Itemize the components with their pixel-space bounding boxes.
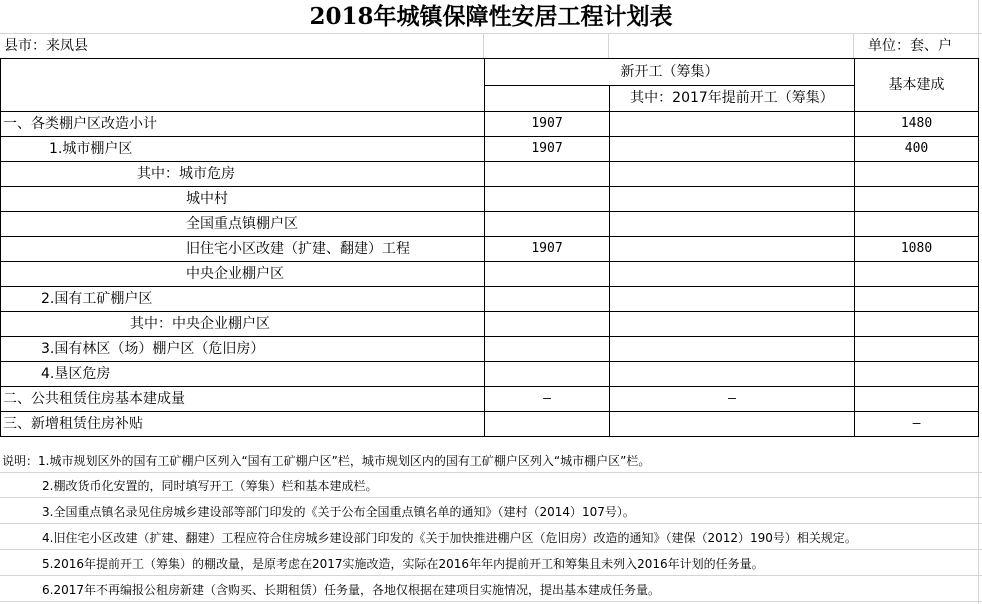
table-row bbox=[1, 312, 979, 337]
cell-advance bbox=[610, 162, 855, 187]
table-row bbox=[1, 237, 979, 262]
cell-new-start bbox=[485, 362, 610, 387]
subheader-blank-cell bbox=[485, 85, 610, 112]
cell-new-start bbox=[485, 262, 610, 287]
table-row bbox=[1, 187, 979, 212]
table-header-row bbox=[1, 59, 979, 86]
row-label: 3.国有林区（场）棚户区（危旧房） bbox=[1, 337, 485, 362]
table-row bbox=[1, 387, 979, 412]
cell-basic bbox=[855, 312, 979, 337]
page-title: 2018年城镇保障性安居工程计划表 bbox=[309, 3, 673, 30]
cell-advance bbox=[610, 337, 855, 362]
cell-new-start bbox=[485, 312, 610, 337]
header-blank-cell bbox=[1, 59, 485, 112]
cell-advance bbox=[610, 187, 855, 212]
row-label: 中央企业棚户区 bbox=[1, 262, 485, 287]
col-header-new-start: 新开工（筹集） bbox=[485, 59, 855, 86]
cell-basic bbox=[855, 362, 979, 387]
cell-advance bbox=[610, 137, 855, 162]
cell-basic bbox=[855, 262, 979, 287]
cell-basic bbox=[855, 187, 979, 212]
table-row bbox=[1, 262, 979, 287]
note-item: 6.2017年不再编报公租房新建（含购买、长期租赁）任务量，各地仅根据在建项目实施情况，提出基本建成任务量。 bbox=[42, 583, 660, 597]
cell-basic: 400 bbox=[855, 137, 979, 162]
table-row bbox=[1, 112, 979, 137]
table-row bbox=[1, 287, 979, 312]
cell-basic bbox=[855, 337, 979, 362]
cell-new-start bbox=[485, 287, 610, 312]
gridline bbox=[853, 34, 854, 58]
cell-advance bbox=[610, 312, 855, 337]
row-label: 其中：城市危房 bbox=[1, 162, 485, 187]
row-label: 全国重点镇棚户区 bbox=[1, 212, 485, 237]
cell-new-start bbox=[485, 412, 610, 437]
cell-basic bbox=[855, 212, 979, 237]
cell-new-start: 1907 bbox=[485, 237, 610, 262]
table-row bbox=[1, 337, 979, 362]
county-label: 县市：来凤县 bbox=[4, 38, 88, 54]
table-row bbox=[1, 362, 979, 387]
row-label: 4.垦区危房 bbox=[1, 362, 485, 387]
cell-advance bbox=[610, 112, 855, 137]
row-label: 其中：中央企业棚户区 bbox=[1, 312, 485, 337]
row-label: 城中村 bbox=[1, 187, 485, 212]
row-label: 旧住宅小区改建（扩建、翻建）工程 bbox=[1, 237, 485, 262]
note-item: 5.2016年提前开工（筹集）的棚改量，是原考虑在2017实施改造，实际在2016年年内提前开工和筹集且未列入2016年计划的任务量。 bbox=[42, 557, 764, 571]
cell-advance bbox=[610, 287, 855, 312]
row-label: 二、公共租赁住房基本建成量 bbox=[1, 387, 485, 412]
table-row bbox=[1, 162, 979, 187]
cell-new-start bbox=[485, 212, 610, 237]
cell-new-start bbox=[485, 162, 610, 187]
cell-basic: 1080 bbox=[855, 237, 979, 262]
cell-new-start bbox=[485, 187, 610, 212]
cell-basic: 1480 bbox=[855, 112, 979, 137]
col-header-basic-construction: 基本建成 bbox=[855, 59, 979, 112]
cell-advance bbox=[610, 412, 855, 437]
gridline bbox=[608, 34, 609, 58]
cell-advance: — bbox=[610, 387, 855, 412]
cell-advance bbox=[610, 362, 855, 387]
col-header-2017-advance: 其中：2017年提前开工（筹集） bbox=[610, 85, 855, 112]
cell-basic: — bbox=[855, 412, 979, 437]
unit-label: 单位：套、户 bbox=[868, 38, 952, 54]
cell-new-start: 1907 bbox=[485, 112, 610, 137]
row-label: 1.城市棚户区 bbox=[1, 137, 485, 162]
note-item: 3.全国重点镇名录见住房城乡建设部等部门印发的《关于公布全国重点镇名单的通知》（建村（2014）107号）。 bbox=[42, 505, 635, 519]
cell-new-start: 1907 bbox=[485, 137, 610, 162]
cell-new-start: — bbox=[485, 387, 610, 412]
row-label: 2.国有工矿棚户区 bbox=[1, 287, 485, 312]
note-item: 说明：1.城市规划区外的国有工矿棚户区列入“国有工矿棚户区”栏，城市规划区内的国有工矿棚户区列入“城市棚户区”栏。 bbox=[2, 454, 651, 468]
gridline bbox=[483, 34, 484, 58]
table-row bbox=[1, 212, 979, 237]
row-label: 三、新增租赁住房补贴 bbox=[1, 412, 485, 437]
plan-table bbox=[0, 58, 979, 437]
row-label: 一、各类棚户区改造小计 bbox=[1, 112, 485, 137]
table-row bbox=[1, 412, 979, 437]
note-item: 4.旧住宅小区改建（扩建、翻建）工程应符合住房城乡建设部门印发的《关于加快推进棚户区（危旧房）改造的通知》（建保（2012）190号）相关规定。 bbox=[42, 531, 857, 545]
cell-basic bbox=[855, 387, 979, 412]
cell-advance bbox=[610, 262, 855, 287]
cell-advance bbox=[610, 212, 855, 237]
cell-basic bbox=[855, 162, 979, 187]
cell-basic bbox=[855, 287, 979, 312]
table-row bbox=[1, 137, 979, 162]
cell-advance bbox=[610, 237, 855, 262]
cell-new-start bbox=[485, 337, 610, 362]
note-item: 2.棚改货币化安置的，同时填写开工（筹集）栏和基本建成栏。 bbox=[42, 479, 378, 493]
